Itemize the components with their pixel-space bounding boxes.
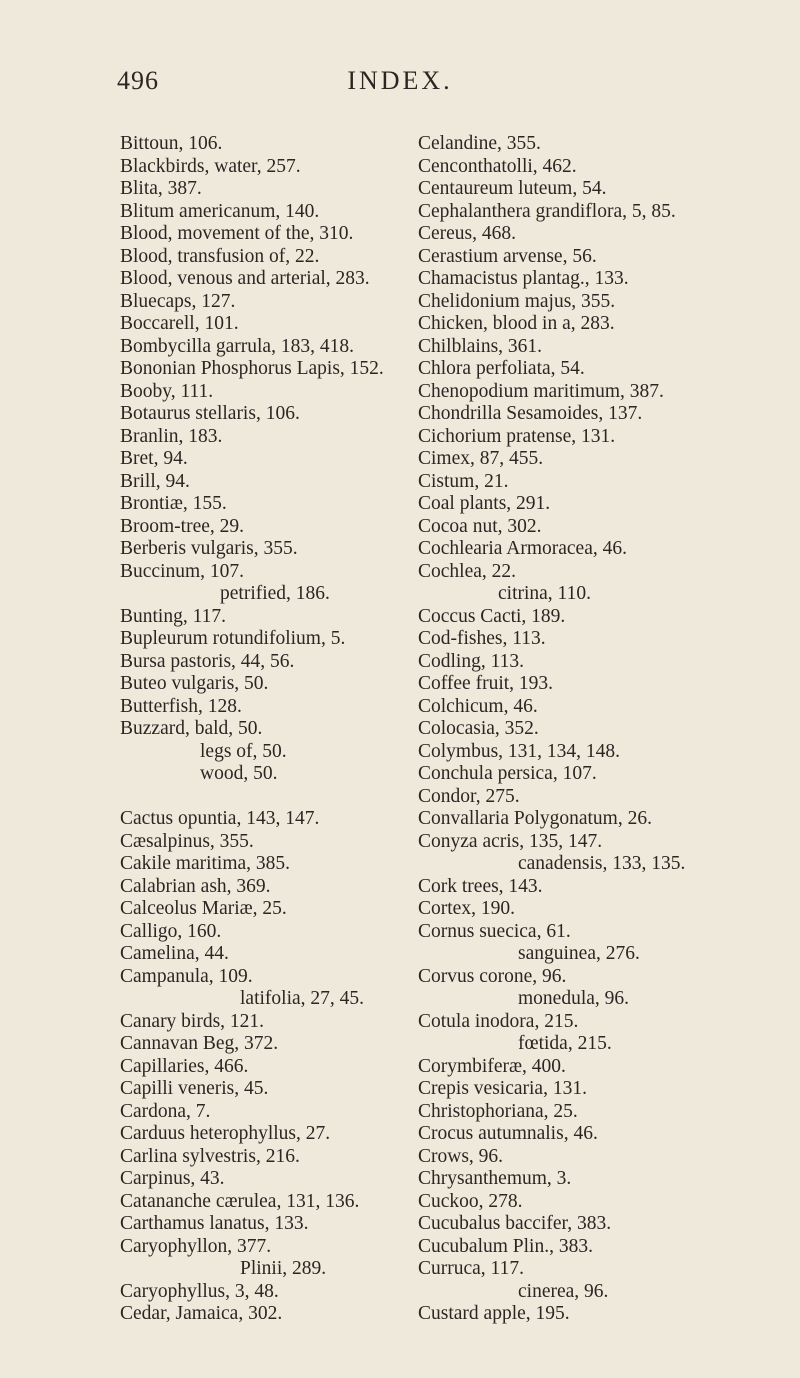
index-entry: Chondrilla Sesamoides, 137. (418, 403, 643, 424)
index-entry: Cornus suecica, 61. (418, 920, 571, 942)
index-entry: citrina, 110. (498, 583, 591, 604)
index-entry: Blitum americanum, 140. (120, 200, 320, 222)
index-entry: Buteo vulgaris, 50. (120, 673, 269, 694)
index-entry: Chelidonium majus, 355. (418, 290, 616, 312)
index-entry: Centaureum luteum, 54. (418, 178, 607, 199)
index-entry: Christophoriana, 25. (418, 1100, 578, 1122)
index-entry: Chicken, blood in a, 283. (418, 313, 615, 334)
index-entry: Colymbus, 131, 134, 148. (418, 740, 621, 762)
index-entry: Cucubalum Plin., 383. (418, 1235, 593, 1257)
index-entry: Cod-fishes, 113. (418, 628, 546, 649)
index-column-left (120, 133, 384, 1326)
index-entry: Crows, 96. (418, 1145, 504, 1167)
index-entry: Boccarell, 101. (120, 313, 239, 334)
index-entry: Cocoa nut, 302. (418, 515, 542, 537)
index-entry: Corvus corone, 96. (418, 965, 567, 987)
index-entry: Catananche cærulea, 131, 136. (120, 1190, 360, 1212)
index-entry: Crocus autumnalis, 46. (418, 1123, 598, 1144)
index-entry: Canary birds, 121. (120, 1010, 265, 1032)
index-entry: Calligo, 160. (120, 920, 222, 942)
index-entry: Convallaria Polygonatum, 26. (418, 808, 652, 829)
index-entry: Blita, 387. (120, 178, 202, 199)
index-entry: Bunting, 117. (120, 605, 226, 627)
index-entry: Chlora perfoliata, 54. (418, 358, 585, 379)
index-entry: cinerea, 96. (518, 1280, 609, 1302)
index-entry: Cenconthatolli, 462. (418, 155, 577, 177)
index-entry: wood, 50. (200, 763, 278, 784)
index-entry: Bombycilla garrula, 183, 418. (120, 335, 354, 357)
index-entry: Blackbirds, water, 257. (120, 155, 301, 177)
index-entry: Capillaries, 466. (120, 1055, 249, 1077)
index-entry: Condor, 275. (418, 785, 520, 807)
index-entry: petrified, 186. (220, 583, 330, 604)
index-entry: Cotula inodora, 215. (418, 1010, 579, 1032)
index-entry: Bursa pastoris, 44, 56. (120, 650, 295, 672)
index-entry: Camelina, 44. (120, 943, 229, 964)
index-entry: Celandine, 355. (418, 133, 541, 154)
index-entry: canadensis, 133, 135. (518, 853, 686, 874)
index-entry: Cardona, 7. (120, 1100, 211, 1122)
page-number: 496 (117, 66, 159, 95)
index-entry: Brontiæ, 155. (120, 493, 227, 514)
index-entry: Cerastium arvense, 56. (418, 245, 597, 267)
index-entry: Coffee fruit, 193. (418, 673, 554, 694)
running-head: INDEX. (347, 66, 453, 95)
index-entry: Bret, 94. (120, 448, 188, 469)
index-entry: Bittoun, 106. (120, 133, 223, 154)
index-entry: Crepis vesicaria, 131. (418, 1078, 587, 1099)
index-entry: Carpinus, 43. (120, 1168, 225, 1189)
index-entry: Cochlearia Armoracea, 46. (418, 538, 627, 559)
index-entry: Calceolus Mariæ, 25. (120, 898, 287, 919)
index-column-right (418, 133, 685, 1326)
index-entry: Conchula persica, 107. (418, 763, 597, 784)
index-entry: Blood, venous and arterial, 283. (120, 268, 370, 289)
index-entry: Cimex, 87, 455. (418, 448, 544, 469)
index-entry: legs of, 50. (200, 740, 287, 762)
index-entry: Capilli veneris, 45. (120, 1078, 269, 1099)
index-entry: Calabrian ash, 369. (120, 875, 271, 897)
index-entry: Bupleurum rotundifolium, 5. (120, 628, 346, 649)
index-entry: Chamacistus plantag., 133. (418, 268, 629, 289)
index-entry: Chenopodium maritimum, 387. (418, 380, 664, 402)
index-entry: Codling, 113. (418, 650, 524, 672)
index-entry: Booby, 111. (120, 380, 214, 402)
index-entry: sanguinea, 276. (518, 943, 640, 964)
index-entry: Cistum, 21. (418, 470, 509, 492)
index-entry: latifolia, 27, 45. (240, 988, 365, 1009)
index-entry: Cæsalpinus, 355. (120, 830, 254, 852)
index-entry: Conyza acris, 135, 147. (418, 830, 603, 852)
index-entry: Cedar, Jamaica, 302. (120, 1303, 283, 1324)
index-entry: Chrysanthemum, 3. (418, 1168, 572, 1189)
index-entry: Cichorium pratense, 131. (418, 425, 616, 447)
index-entry: monedula, 96. (518, 988, 630, 1009)
index-entry: Cakile maritima, 385. (120, 853, 291, 874)
index-entry: Corymbiferæ, 400. (418, 1055, 566, 1077)
index-entry: Cereus, 468. (418, 223, 517, 244)
index-entry: Cortex, 190. (418, 898, 515, 919)
index-entry: Cork trees, 143. (418, 875, 543, 897)
index-entry: Curruca, 117. (418, 1258, 524, 1279)
index-entry: fœtida, 215. (518, 1033, 612, 1054)
index-entry: Carlina sylvestris, 216. (120, 1145, 300, 1167)
index-entry: Coal plants, 291. (418, 493, 551, 514)
index-entry: Cucubalus baccifer, 383. (418, 1213, 612, 1234)
index-entry: Cephalanthera grandiflora, 5, 85. (418, 200, 676, 222)
index-entry: Cannavan Beg, 372. (120, 1033, 279, 1054)
index-entry: Cochlea, 22. (418, 560, 517, 582)
index-entry: Branlin, 183. (120, 425, 223, 447)
index-entry: Botaurus stellaris, 106. (120, 403, 300, 424)
index-entry: Carduus heterophyllus, 27. (120, 1123, 331, 1144)
index-entry: Cactus opuntia, 143, 147. (120, 808, 320, 829)
index-entry: Caryophyllus, 3, 48. (120, 1280, 279, 1302)
index-entry: Buccinum, 107. (120, 560, 245, 582)
index-entry: Bluecaps, 127. (120, 290, 236, 312)
index-entry: Berberis vulgaris, 355. (120, 538, 298, 559)
index-entry: Brill, 94. (120, 470, 190, 492)
index-entry: Broom-tree, 29. (120, 515, 245, 537)
index-entry: Butterfish, 128. (120, 695, 242, 717)
index-entry: Cuckoo, 278. (418, 1190, 523, 1212)
index-entry: Blood, transfusion of, 22. (120, 245, 320, 267)
index-entry: Campanula, 109. (120, 965, 253, 987)
index-entry: Colchicum, 46. (418, 695, 538, 717)
index-entry: Blood, movement of the, 310. (120, 223, 354, 244)
index-entry: Custard apple, 195. (418, 1303, 570, 1324)
index-entry: Caryophyllon, 377. (120, 1235, 272, 1257)
section-spacer (120, 786, 384, 809)
index-entry: Buzzard, bald, 50. (120, 718, 263, 739)
index-entry: Chilblains, 361. (418, 335, 543, 357)
index-entry: Carthamus lanatus, 133. (120, 1213, 309, 1234)
index-entry: Bononian Phosphorus Lapis, 152. (120, 358, 384, 379)
index-entry: Coccus Cacti, 189. (418, 605, 566, 627)
index-entry: Plinii, 289. (240, 1258, 327, 1279)
index-entry: Colocasia, 352. (418, 718, 539, 739)
